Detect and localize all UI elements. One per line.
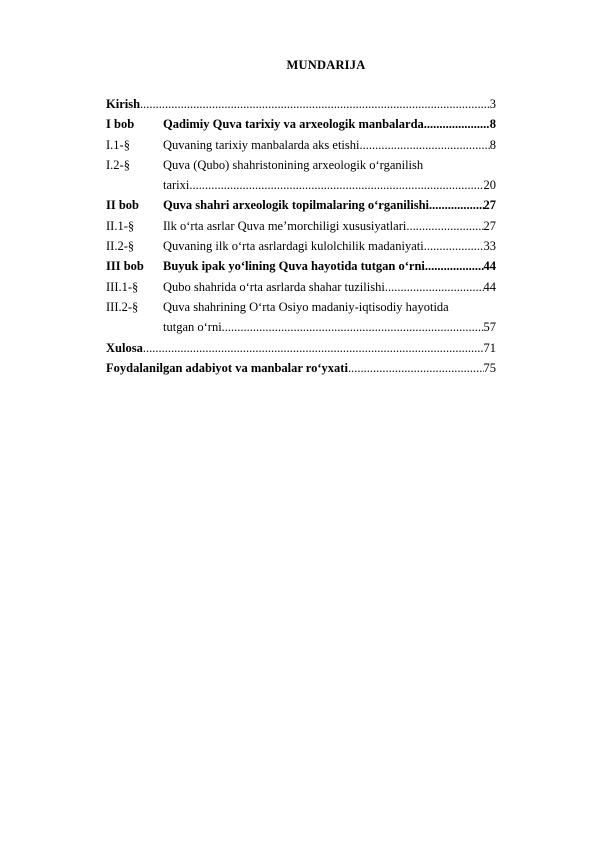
page-title: MUNDARIJA [286, 58, 366, 72]
toc-label: Ilk o‘rta asrlar Quva me’morchiligi xususiyatlari [163, 218, 407, 233]
toc-entry-section-3-2-continued[interactable] [106, 317, 496, 337]
toc-label: Quvaning ilk o‘rta asrlardagi kulolchilik madaniyati [163, 239, 424, 254]
dot-leader [222, 317, 484, 337]
toc-number: III.1-§ [106, 279, 139, 294]
toc-page-number: 75 [483, 360, 496, 375]
toc-label-line-2: tutgan o‘rni [163, 320, 222, 335]
toc-page-number: 71 [483, 340, 496, 355]
dot-leader [425, 256, 484, 276]
dot-leader [385, 277, 484, 297]
toc-label: Xulosa [106, 340, 143, 355]
toc-entry-section-2-1[interactable] [106, 216, 496, 236]
toc-page-number: 8 [489, 117, 496, 132]
toc-label-line-1: Quva shahrining O‘rta Osiyo madaniy-iqtisodiy hayotida [163, 299, 449, 314]
toc-label: Qadimiy Quva tarixiy va arxeologik manbalarda [163, 117, 424, 132]
toc-entry-xulosa[interactable] [106, 338, 496, 358]
toc-number: I.1-§ [106, 137, 130, 152]
toc-page-number: 33 [483, 239, 496, 254]
toc-page-number: 44 [483, 259, 496, 274]
toc-entry-section-3-1[interactable] [106, 277, 496, 297]
toc-label: Kirish [106, 97, 141, 111]
toc-label: Quvaning tarixiy manbalarda aks etishi [163, 137, 360, 152]
dot-leader [429, 195, 484, 215]
table-of-contents [106, 94, 496, 378]
toc-entry-kirish[interactable] [106, 94, 496, 114]
toc-entry-section-1-2[interactable] [106, 155, 496, 175]
toc-number: I.2-§ [106, 157, 130, 172]
toc-number: III bob [106, 259, 144, 274]
toc-entry-bob-2[interactable] [106, 195, 496, 215]
dot-leader [424, 114, 490, 134]
toc-page-number: 57 [483, 320, 496, 335]
dot-leader [348, 358, 484, 378]
toc-entry-section-3-2[interactable] [106, 297, 496, 317]
dot-leader [140, 94, 490, 114]
dot-leader [406, 216, 483, 236]
toc-number: II.2-§ [106, 239, 135, 254]
toc-page-number: 44 [483, 279, 496, 294]
toc-entry-bob-3[interactable] [106, 256, 496, 276]
toc-page-number: 8 [489, 137, 496, 152]
toc-number: II.1-§ [106, 218, 135, 233]
toc-entry-bob-1[interactable] [106, 114, 496, 134]
dot-leader [359, 135, 489, 155]
toc-label-line-2: tarixi [163, 178, 190, 193]
toc-label: Foydalanilgan adabiyot va manbalar ro‘yxati [106, 360, 348, 375]
toc-number: III.2-§ [106, 299, 139, 314]
dot-leader [424, 236, 484, 256]
toc-label: Buyuk ipak yo‘lining Quva hayotida tutgan o‘rni [163, 259, 425, 274]
toc-label: Qubo shahrida o‘rta asrlarda shahar tuzilishi [163, 279, 385, 294]
toc-entry-section-1-2-continued[interactable] [106, 175, 496, 195]
toc-label-line-1: Quva (Qubo) shahristonining arxeologik o‘rganilish [163, 157, 424, 172]
dot-leader [143, 338, 484, 358]
toc-number: I bob [106, 117, 135, 132]
toc-entry-section-1-1[interactable] [106, 135, 496, 155]
toc-number: II bob [106, 198, 140, 213]
toc-page-number: 20 [483, 178, 496, 193]
toc-entry-section-2-2[interactable] [106, 236, 496, 256]
toc-page-number: 27 [483, 198, 496, 213]
dot-leader [189, 175, 483, 195]
toc-label: Quva shahri arxeologik topilmalaring o‘rganilishi [163, 198, 429, 213]
toc-page-number: 27 [483, 218, 496, 233]
toc-page-number: 3 [489, 97, 496, 111]
toc-entry-adabiyot[interactable] [106, 358, 496, 378]
